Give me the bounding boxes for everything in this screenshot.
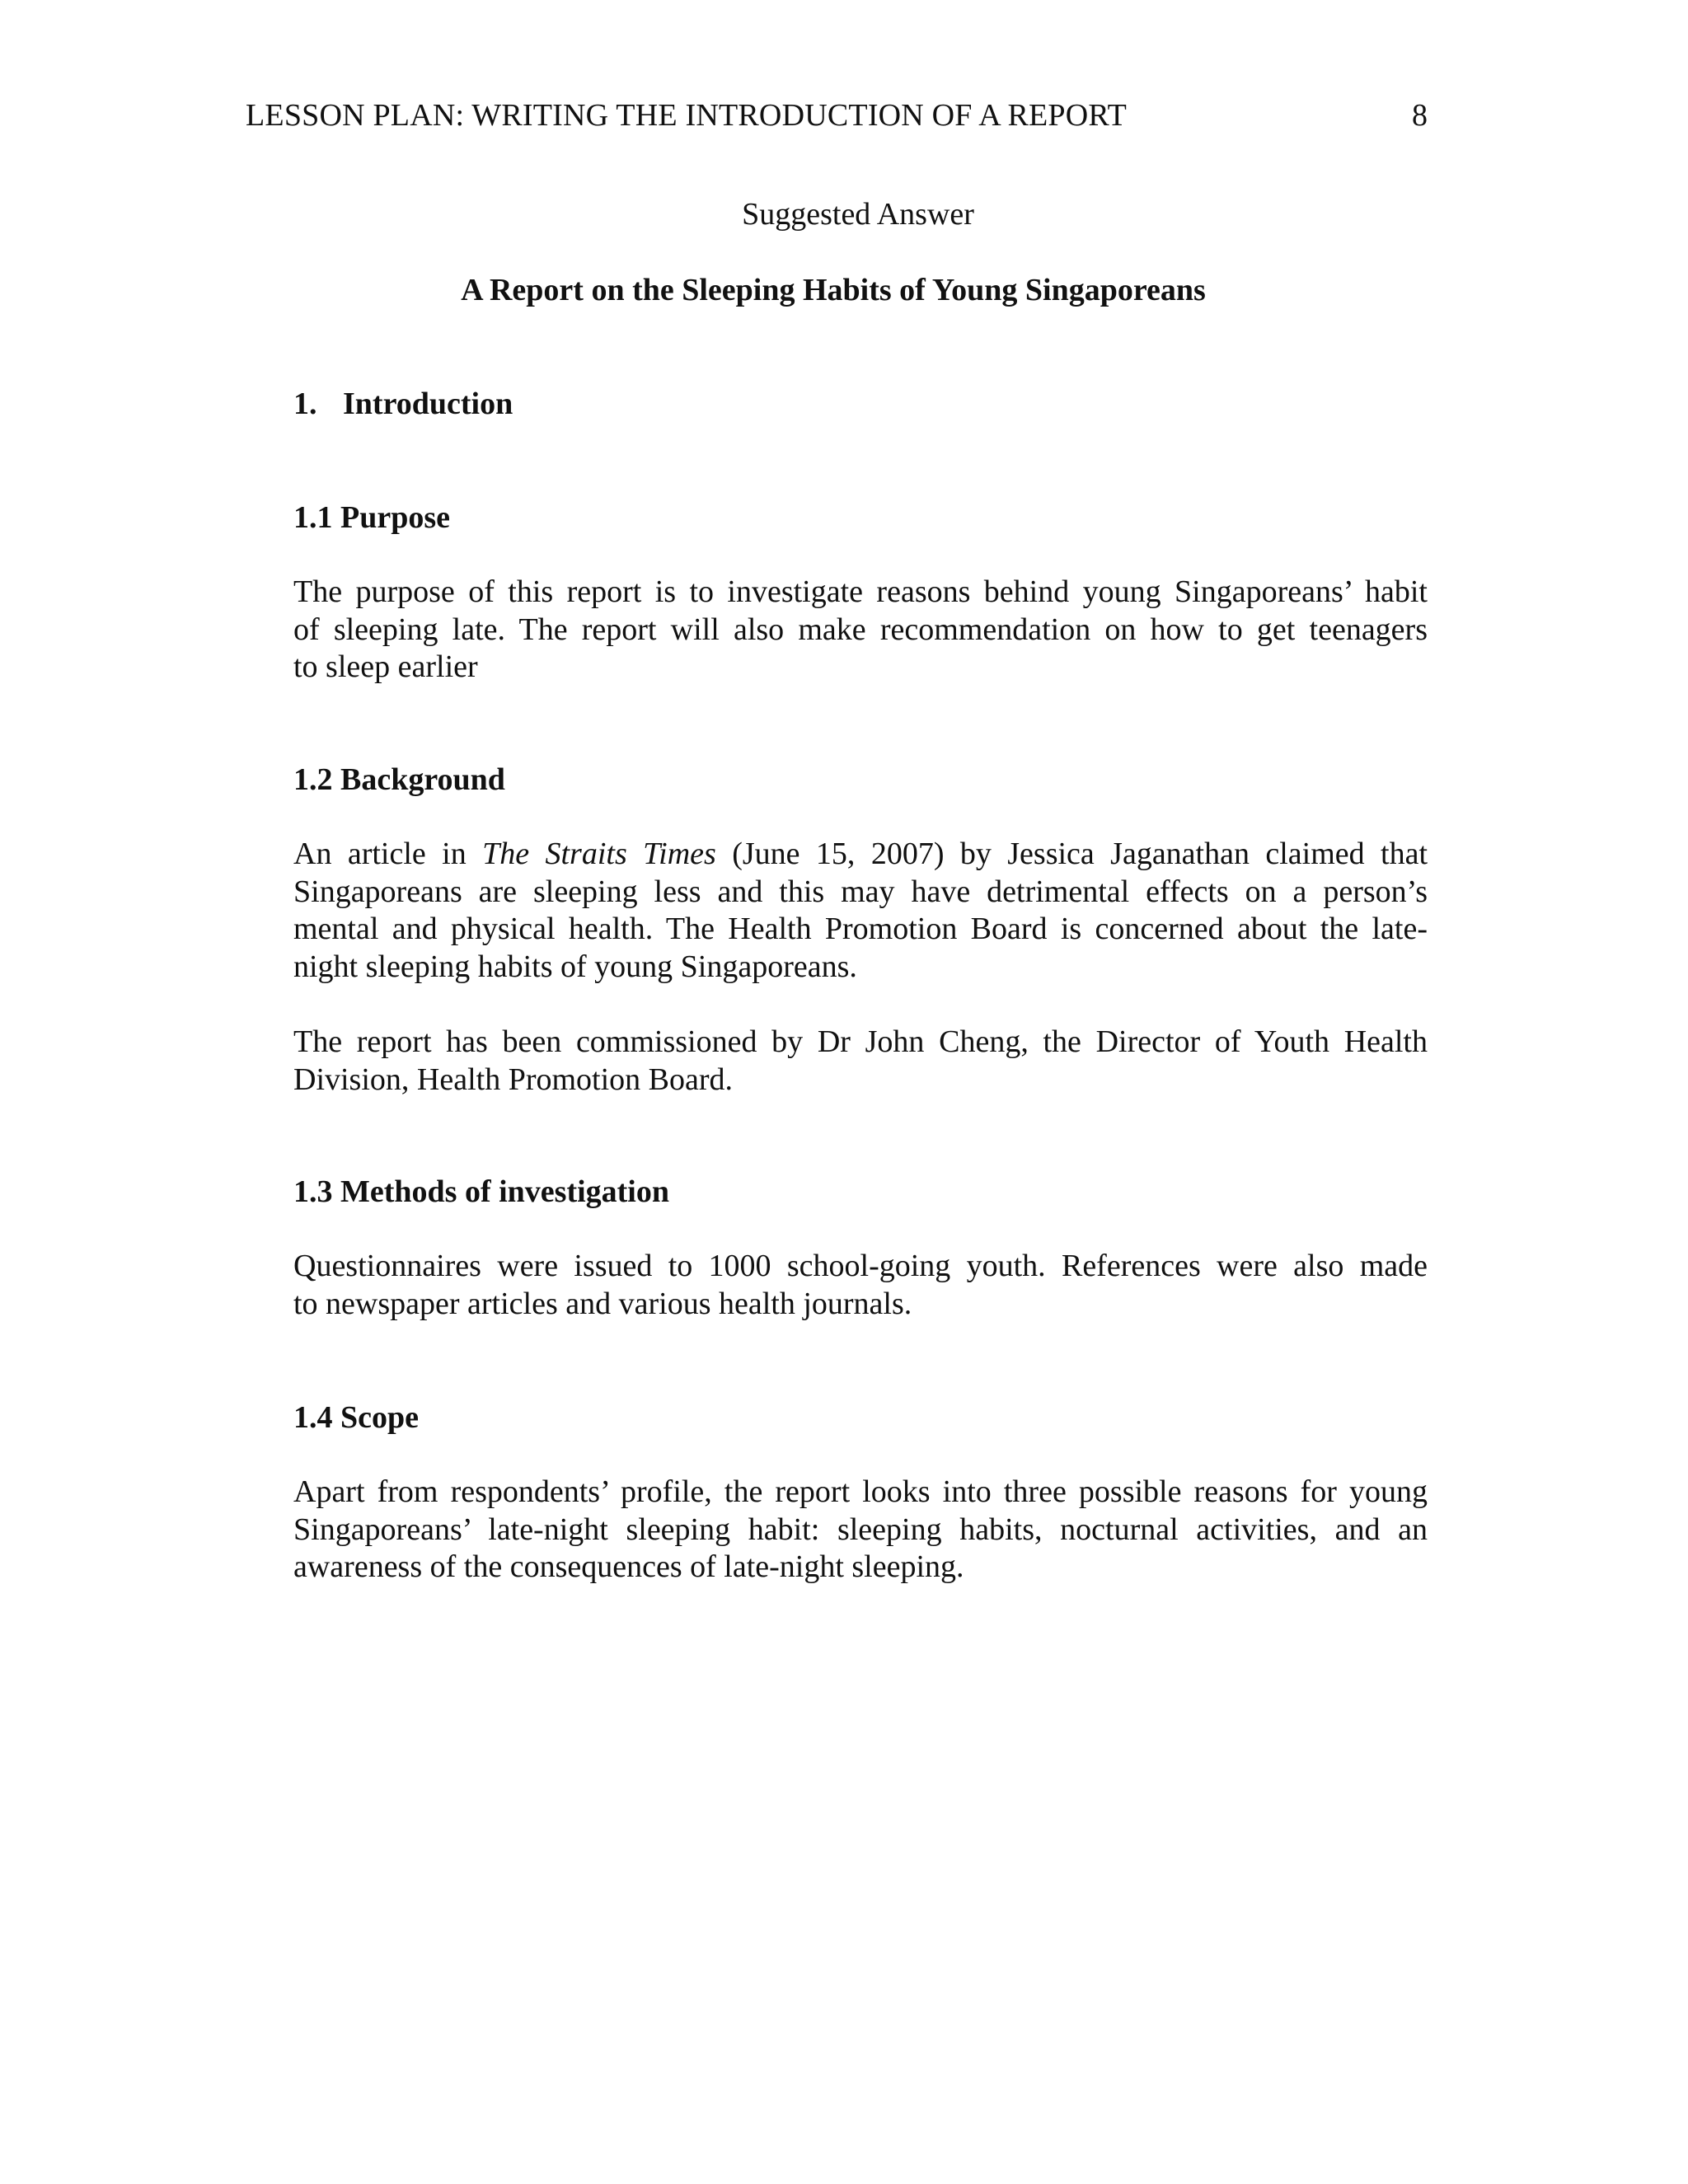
text-line: Division, Health Promotion Board. <box>293 1062 734 1097</box>
suggested-answer-label: Suggested Answer <box>742 197 974 232</box>
text-line: night sleeping habits of young Singaporeans. <box>293 949 857 984</box>
text-line: mental and physical health. The Health Promotion Board is concerned about the late- <box>293 912 1428 946</box>
text-line: Singaporeans are sleeping less and this may have detrimental effects on a person’s <box>293 874 1428 909</box>
section-title: Introduction <box>343 387 513 421</box>
text-line: to sleep earlier <box>293 649 478 684</box>
paragraph-background-2 <box>293 1024 1428 1099</box>
heading-purpose: 1.1 Purpose <box>293 500 450 535</box>
text-line: awareness of the consequences of late-night sleeping. <box>293 1549 964 1584</box>
paragraph-scope <box>293 1474 1428 1586</box>
text-run: An article in <box>293 837 467 871</box>
paragraph-background-1 <box>293 836 1428 986</box>
paragraph-methods <box>293 1248 1428 1323</box>
page-number: 8 <box>1412 98 1428 133</box>
text-line: Singaporeans’ late-night sleeping habit: sleeping habits, nocturnal activities, and an <box>293 1511 1428 1547</box>
paragraph-purpose <box>293 574 1428 687</box>
text-line: to newspaper articles and various health journals. <box>293 1286 912 1321</box>
text-run: (June 15, 2007) by Jessica Jaganathan claimed that <box>732 837 1428 871</box>
report-title: A Report on the Sleeping Habits of Young Singaporeans <box>461 273 1206 307</box>
text-line: Questionnaires were issued to 1000 school-going youth. References were also made <box>293 1249 1428 1283</box>
text-line: The purpose of this report is to investigate reasons behind young Singaporeans’ habit <box>293 574 1428 609</box>
running-head: LESSON PLAN: WRITING THE INTRODUCTION OF A REPORT <box>246 98 1128 133</box>
heading-background: 1.2 Background <box>293 762 505 797</box>
section-number: 1. <box>293 387 317 421</box>
text-line <box>293 836 1428 874</box>
section-heading-introduction <box>293 386 513 422</box>
text-line: Apart from respondents’ profile, the report looks into three possible reasons for young <box>293 1474 1428 1509</box>
heading-scope: 1.4 Scope <box>293 1400 419 1435</box>
text-line: The report has been commissioned by Dr John Cheng, the Director of Youth Health <box>293 1024 1428 1059</box>
heading-methods: 1.3 Methods of investigation <box>293 1174 669 1209</box>
text-line: of sleeping late. The report will also make recommendation on how to get teenagers <box>293 612 1428 647</box>
publication-name: The Straits Times <box>482 837 716 871</box>
